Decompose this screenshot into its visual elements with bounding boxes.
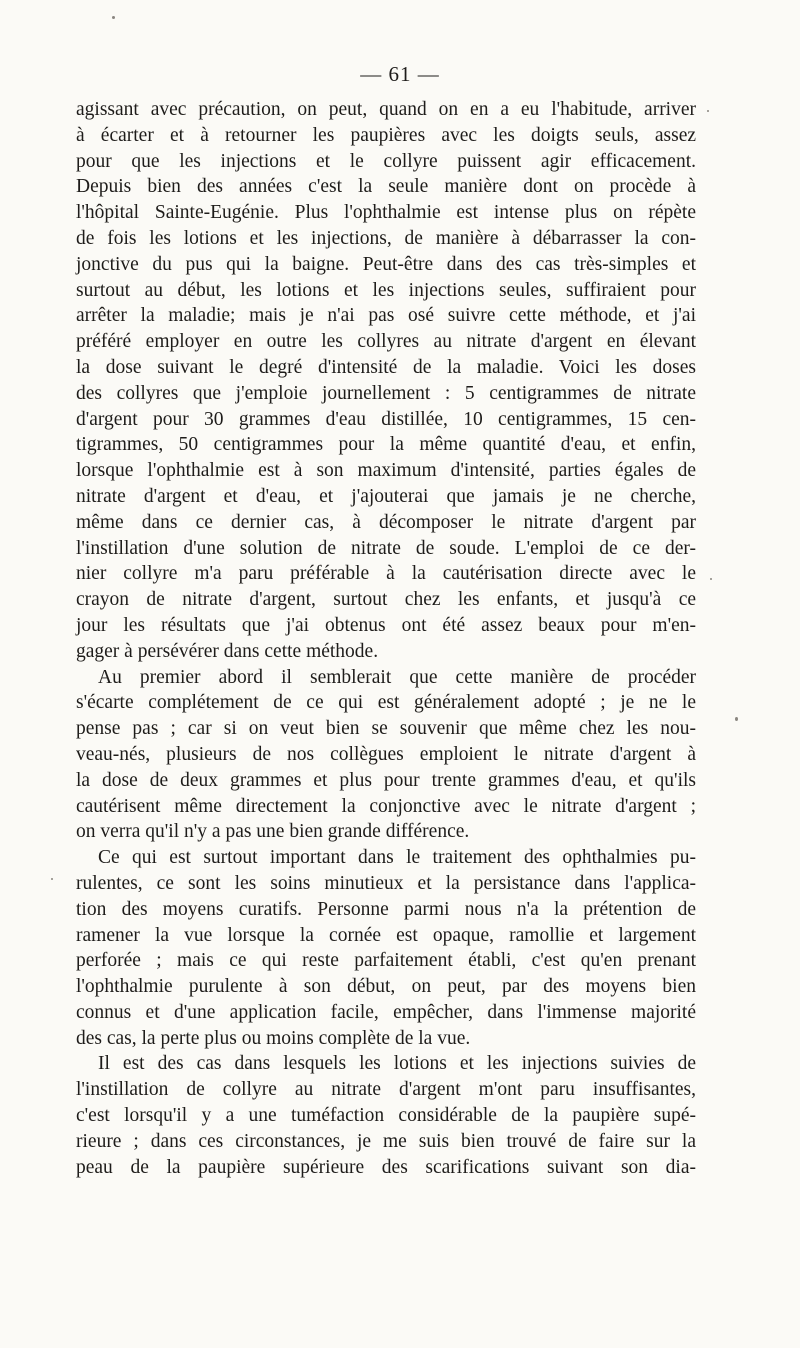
- text-line: agissant avec précaution, on peut, quand on en a eu l'habitude, arriver: [76, 99, 696, 120]
- text-line: surtout au début, les lotions et les injections seules, suffiraient pour: [76, 279, 696, 301]
- text-line: on verra qu'il n'y a pas une bien grande différence.: [76, 821, 470, 843]
- body-text: [76, 97, 696, 1180]
- scan-speck: [51, 878, 53, 880]
- text-line: nier collyre m'a paru préférable à la cautérisation directe avec le: [76, 563, 696, 585]
- scan-speck: [710, 578, 712, 580]
- text-line: d'argent pour 30 grammes d'eau distillée, 10 centigrammes, 15 cen-: [76, 408, 696, 430]
- text-line: s'écarte complétement de ce qui est généralement adopté ; je ne le: [76, 692, 696, 714]
- text-line: la dose de deux grammes et plus pour trente grammes d'eau, et qu'ils: [76, 769, 696, 791]
- text-line: ramener la vue lorsque la cornée est opaque, ramollie et largement: [76, 924, 696, 946]
- paragraph-first-line: Il est des cas dans lesquels les lotions et les injections suivies de: [98, 1053, 696, 1075]
- scan-speck: [112, 16, 115, 19]
- text-line: rieure ; dans ces circonstances, je me suis bien trouvé de faire sur la: [76, 1130, 696, 1152]
- text-line: l'instillation d'une solution de nitrate de soude. L'emploi de ce der-: [76, 537, 696, 559]
- text-line: jonctive du pus qui la baigne. Peut-être dans des cas très-simples et: [76, 253, 696, 275]
- text-line: crayon de nitrate d'argent, surtout chez les enfants, et jusqu'à ce: [76, 589, 696, 611]
- text-line: des collyres que j'emploie journellement : 5 centigrammes de nitrate: [76, 382, 696, 404]
- text-line: c'est lorsqu'il y a une tuméfaction considérable de la paupière supé-: [76, 1105, 696, 1127]
- scan-speck: [735, 717, 738, 721]
- paragraph-first-line: Au premier abord il semblerait que cette manière de procéder: [98, 666, 696, 688]
- text-line: à écarter et à retourner les paupières avec les doigts seuls, assez: [76, 124, 696, 146]
- text-line: rulentes, ce sont les soins minutieux et la persistance dans l'applica-: [76, 872, 696, 894]
- text-line: l'ophthalmie purulente à son début, on peut, par des moyens bien: [76, 976, 696, 998]
- text-line: l'hôpital Sainte-Eugénie. Plus l'ophthalmie est intense plus on répète: [76, 202, 696, 224]
- text-line: connus et d'une application facile, empêcher, dans l'immense majorité: [76, 1001, 696, 1023]
- text-line: pense pas ; car si on veut bien se souvenir que même chez les nou-: [76, 718, 696, 740]
- text-line: préféré employer en outre les collyres au nitrate d'argent en élevant: [76, 331, 696, 353]
- text-line: perforée ; mais ce qui reste parfaitement établi, c'est qu'en prenant: [76, 950, 696, 972]
- text-line: gager à persévérer dans cette méthode.: [76, 640, 379, 662]
- text-line: des cas, la perte plus ou moins complète de la vue.: [76, 1027, 471, 1049]
- text-line: tigrammes, 50 centigrammes pour la même quantité d'eau, et enfin,: [76, 434, 696, 456]
- text-line: de fois les lotions et les injections, de manière à débarrasser la con-: [76, 227, 696, 249]
- text-line: pour que les injections et le collyre puissent agir efficacement.: [76, 150, 696, 172]
- text-line: lorsque l'ophthalmie est à son maximum d'intensité, parties égales de: [76, 460, 696, 482]
- text-line: nitrate d'argent et d'eau, et j'ajouterai que jamais je ne cherche,: [76, 485, 696, 507]
- text-line: tion des moyens curatifs. Personne parmi nous n'a la prétention de: [76, 898, 696, 920]
- text-line: arrêter la maladie; mais je n'ai pas osé suivre cette méthode, et j'ai: [76, 305, 696, 327]
- text-line: cautérisent même directement la conjonctive avec le nitrate d'argent ;: [76, 795, 696, 817]
- text-line: l'instillation de collyre au nitrate d'argent m'ont paru insuffisantes,: [76, 1079, 696, 1101]
- paragraph-first-line: Ce qui est surtout important dans le traitement des ophthalmies pu-: [98, 847, 696, 869]
- text-line: jour les résultats que j'ai obtenus ont été assez beaux pour m'en-: [76, 614, 696, 636]
- scan-speck: [707, 110, 709, 112]
- page-number: — 61 —: [360, 62, 440, 86]
- text-line: veau-nés, plusieurs de nos collègues emploient le nitrate d'argent à: [76, 743, 696, 765]
- text-line: même dans ce dernier cas, à décomposer le nitrate d'argent par: [76, 511, 696, 533]
- text-line: la dose suivant le degré d'intensité de la maladie. Voici les doses: [76, 356, 696, 378]
- text-line: Depuis bien des années c'est la seule manière dont on procède à: [76, 176, 696, 198]
- text-line: peau de la paupière supérieure des scarifications suivant son dia-: [76, 1156, 696, 1178]
